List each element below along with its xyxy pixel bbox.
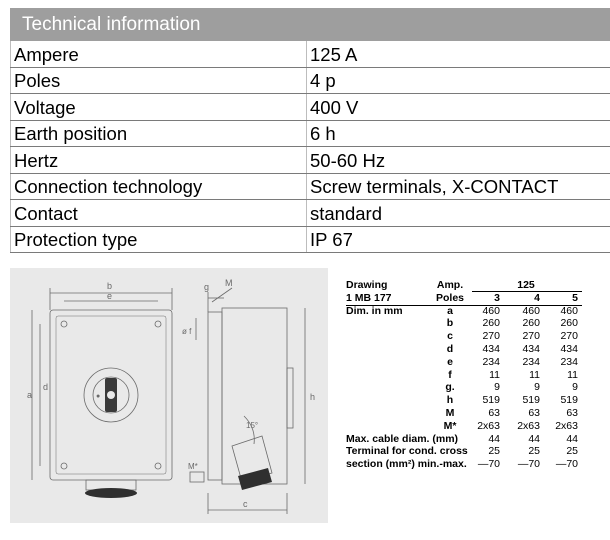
table-row xyxy=(346,445,582,458)
label-c: c xyxy=(243,499,248,509)
footer-label: section (mm²) min.-max. xyxy=(346,458,467,471)
footer-value: 25 xyxy=(528,445,540,458)
spec-value: 50-60 Hz xyxy=(307,147,610,174)
table-header-row xyxy=(346,279,582,292)
technical-information xyxy=(10,8,610,253)
table-row xyxy=(346,407,582,420)
dim-value: 9 xyxy=(534,381,540,394)
footer-label: Max. cable diam. (mm) xyxy=(346,432,459,445)
dim-value: 519 xyxy=(560,394,578,407)
spec-label: Hertz xyxy=(11,147,307,174)
dim-key: c xyxy=(447,330,453,343)
dim-value: 9 xyxy=(494,381,500,394)
dim-key: d xyxy=(446,342,454,355)
dim-key: h xyxy=(446,394,454,407)
footer-value: 25 xyxy=(488,445,500,458)
dim-value: 434 xyxy=(560,342,578,355)
dim-key: M xyxy=(445,406,455,419)
header-pole-3: 3 xyxy=(494,291,500,304)
label-M: M xyxy=(225,278,233,288)
screw-icon xyxy=(155,463,161,469)
label-h: h xyxy=(310,392,316,402)
spec-value: 4 p xyxy=(307,67,610,94)
table-row xyxy=(11,41,610,67)
dim-value: 460 xyxy=(560,304,578,317)
footer-value: 44 xyxy=(488,432,500,445)
dim-value: 11 xyxy=(489,368,500,381)
label-g: g xyxy=(204,282,210,292)
unit-label: Dim. in mm xyxy=(346,304,403,317)
table-row xyxy=(11,94,610,121)
table-row xyxy=(11,120,610,147)
footer-label: Terminal for cond. cross xyxy=(346,445,468,458)
label-b: b xyxy=(107,281,113,291)
dim-value: 519 xyxy=(482,394,500,407)
dim-value: 234 xyxy=(482,355,500,368)
label-d: d xyxy=(43,382,49,392)
dim-value: 270 xyxy=(522,330,540,343)
dim-value: 2x63 xyxy=(477,419,500,432)
enclosure-side-lid xyxy=(208,312,222,480)
dim-value: 9 xyxy=(572,381,578,394)
spec-label: Ampere xyxy=(11,41,307,67)
table-row xyxy=(346,369,582,382)
table-row xyxy=(11,226,610,253)
table-header-row xyxy=(346,292,582,305)
dim-value: 434 xyxy=(522,342,540,355)
label-angle: 15° xyxy=(246,421,259,430)
table-row xyxy=(346,356,582,369)
dim-value: 2x63 xyxy=(555,419,578,432)
technical-information-table xyxy=(10,41,610,253)
footer-value: 44 xyxy=(528,432,540,445)
footer-value: 44 xyxy=(566,432,578,445)
label-M-star: M* xyxy=(188,462,198,471)
table-row xyxy=(11,173,610,200)
dim-value: 260 xyxy=(560,317,578,330)
header-pole-5: 5 xyxy=(572,291,578,304)
socket-cap-icon xyxy=(238,468,272,490)
header-poles: Poles xyxy=(435,291,464,304)
spec-value: 125 A xyxy=(307,41,610,67)
dim-value: 260 xyxy=(482,317,500,330)
screw-icon xyxy=(155,321,161,327)
spec-label: Voltage xyxy=(11,94,307,121)
switch-shaft-side xyxy=(287,368,293,428)
screw-icon xyxy=(61,321,67,327)
dim-value: 460 xyxy=(522,304,540,317)
dim-key: e xyxy=(447,355,453,368)
dimension-drawing xyxy=(10,268,328,523)
dim-key: g. xyxy=(445,381,455,394)
table-row xyxy=(346,305,582,318)
spec-value: Screw terminals, X-CONTACT xyxy=(307,173,610,200)
technical-drawing xyxy=(10,268,328,523)
footer-value: —70 xyxy=(517,458,540,471)
dim-value: 63 xyxy=(488,406,500,419)
footer-value: —70 xyxy=(555,458,578,471)
table-row xyxy=(346,343,582,356)
dim-value: 234 xyxy=(560,355,578,368)
dim-value: 434 xyxy=(482,342,500,355)
header-amp-value: 125 xyxy=(517,279,535,291)
switch-hub-icon xyxy=(107,391,115,399)
label-e: e xyxy=(107,291,113,301)
spec-value: standard xyxy=(307,200,610,227)
leader-M xyxy=(212,288,232,302)
table-row xyxy=(346,458,582,471)
table-row xyxy=(346,330,582,343)
spec-value: IP 67 xyxy=(307,226,610,253)
switch-marking-icon: ● xyxy=(96,393,101,400)
table-row xyxy=(346,317,582,330)
label-f: ø f xyxy=(182,327,192,336)
spec-value: 400 V xyxy=(307,94,610,121)
dim-value: 270 xyxy=(482,330,500,343)
table-row xyxy=(346,433,582,446)
table-row xyxy=(11,147,610,174)
footer-value: 25 xyxy=(566,445,578,458)
spec-value: 6 h xyxy=(307,120,610,147)
dim-key: b xyxy=(446,317,454,330)
socket-icon xyxy=(85,488,137,498)
screw-icon xyxy=(61,463,67,469)
table-row xyxy=(346,394,582,407)
dim-value: 11 xyxy=(567,368,578,381)
dim-value: 260 xyxy=(522,317,540,330)
header-amp: Amp. xyxy=(436,279,464,291)
dim-key: M* xyxy=(443,419,457,432)
footer-value: —70 xyxy=(477,458,500,471)
dim-value: 2x63 xyxy=(517,419,540,432)
gland-M-star xyxy=(190,472,204,482)
dim-value: 63 xyxy=(528,406,540,419)
dim-value: 519 xyxy=(522,394,540,407)
header-drawing: Drawing xyxy=(346,279,388,291)
spec-label: Contact xyxy=(11,200,307,227)
header-code: 1 MB 177 xyxy=(346,291,392,304)
dim-key: f xyxy=(448,368,452,381)
dim-value: 63 xyxy=(566,406,578,419)
dim-value: 11 xyxy=(529,368,540,381)
table-row xyxy=(346,420,582,433)
technical-information-header: Technical information xyxy=(10,8,610,41)
spec-label: Poles xyxy=(11,67,307,94)
header-pole-4: 4 xyxy=(534,291,540,304)
table-row xyxy=(11,67,610,94)
label-a: a xyxy=(27,390,33,400)
dim-value: 460 xyxy=(482,304,500,317)
table-row xyxy=(11,200,610,227)
dimension-table xyxy=(346,279,582,471)
spec-label: Connection technology xyxy=(11,173,307,200)
dim-value: 234 xyxy=(522,355,540,368)
spec-label: Protection type xyxy=(11,226,307,253)
table-row xyxy=(346,381,582,394)
enclosure-side-view xyxy=(222,308,287,484)
dim-key: a xyxy=(447,304,453,317)
spec-label: Earth position xyxy=(11,120,307,147)
dim-value: 270 xyxy=(560,330,578,343)
